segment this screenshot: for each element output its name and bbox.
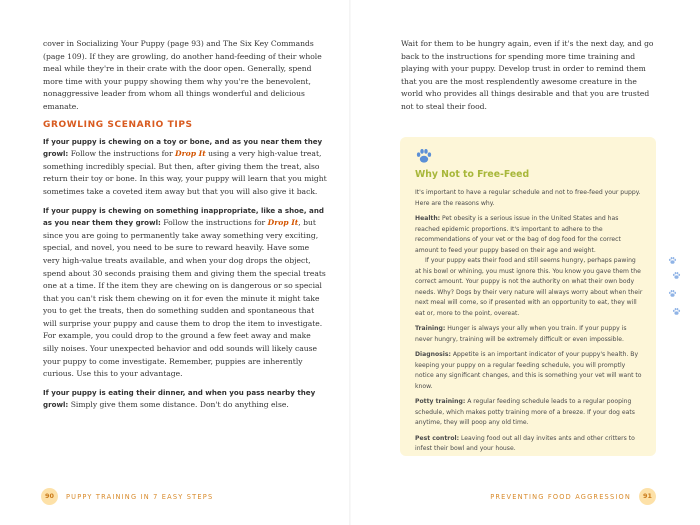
right-footer: [482, 488, 656, 505]
sidebar-item-lead: Potty training:: [415, 398, 466, 405]
left-intro-paragraph: cover in Socializing Your Puppy (page 93) and The Six Key Commands (page 109). If they are growling, do another hand-feeding of their whole meal while they're in their crate with the door open. Generally, spend more time with your puppy showing them why you're the benevolent, nonaggressive leader from whom all things wonderful and delicious emanate.: [43, 39, 322, 111]
section-heading: GROWLING SCENARIO TIPS: [43, 119, 193, 130]
sidebar-item: [415, 324, 643, 345]
sidebar-item-text: Leaving food out all day invites ants and other critters to infest their bowl and your house.: [415, 434, 635, 452]
sidebar-box: [400, 137, 656, 456]
sidebar-item: [415, 434, 643, 455]
sidebar-item-text: If your puppy eats their food and still seems hungry, perhaps pawing at his bowl or whining, you must ignore this. You know you gave them the correct amount. Your puppy is not the authority on what their own body needs. Why? Dogs by their very nature will always worry about when their next meal will come, so if presented with an opportunity to eat, they will eat or, more to the point, overeat.: [415, 257, 643, 317]
tip-text: Simply give them some distance. Don't do anything else.: [68, 400, 289, 410]
sidebar-item-lead: Pest control:: [415, 434, 460, 442]
tip-lead: If your puppy is eating their dinner, and when you pass nearby they growl:: [43, 387, 316, 410]
sidebar-title: Why Not to Free-Feed: [415, 169, 530, 180]
right-column: [401, 38, 656, 120]
sidebar-item-lead: Diagnosis:: [415, 351, 451, 358]
tip-lead: If your puppy is chewing on something inappropriate, like a shoe, and as you near them they growl:: [43, 205, 324, 228]
sidebar-item-text: Pet obesity is a serious issue in the United States and has reached epidemic proportions. It's important to adhere to the recommendations of your vet or the bag of dog food for the correct amount to feed your puppy based on their age and weight.: [415, 215, 621, 254]
cross-reference: Drop It: [175, 149, 206, 159]
sidebar-item-lead: Health:: [415, 215, 441, 222]
tip-text: Follow the instructions for: [160, 218, 268, 228]
tip-lead: If your puppy is chewing on a toy or bone, and as you near them they growl:: [43, 136, 323, 159]
running-title: PREVENTING FOOD AGGRESSION: [490, 492, 631, 501]
left-column: [43, 38, 327, 418]
sidebar-item-text: Hunger is always your ally when you train. If your puppy is never hungry, training will be extremely difficult or even impossible.: [415, 325, 627, 343]
paw-icon: [672, 271, 681, 280]
sidebar-intro: It's important to have a regular schedule and not to free-feed your puppy. Here are the reasons why.: [415, 189, 641, 207]
cross-reference: Drop It: [267, 218, 299, 228]
running-title: PUPPY TRAINING IN 7 EASY STEPS: [66, 492, 214, 501]
sidebar-item: [415, 350, 643, 392]
paw-icon: [668, 289, 677, 298]
page-number: 91: [639, 488, 656, 505]
paw-icon: [415, 147, 433, 165]
tip-text: Follow the instructions for: [68, 149, 176, 159]
paw-icon: [668, 256, 677, 265]
sidebar-item: [415, 214, 643, 256]
sidebar-item-text: Appetite is an important indicator of your puppy's health. By keeping your puppy on a regular feeding schedule, you will promptly notice any significant changes, and this is something your vet will want to know.: [415, 351, 642, 390]
tip-paragraph: [43, 136, 327, 199]
right-intro-paragraph: Wait for them to be hungry again, even if it's the next day, and go back to the instructions for spending more time training and playing with your puppy. Develop trust in order to remind them that you are the most resplendently awesome creature in the world who provides all things desirable and that you are trusted not to steal their food.: [401, 39, 654, 111]
tip-paragraph: [43, 387, 327, 412]
sidebar-item-lead: Training:: [415, 325, 446, 332]
tip-paragraph: [43, 205, 327, 381]
left-footer: [41, 488, 221, 505]
tip-text: , but since you are going to permanently take away something very exciting, special, and novel, you need to be sure to reward heavily. Have some very high-value treats available, and when your dog drops the object, spend about 30 seconds praising them and giving them the special treats one at a time. If the item they are chewing on is dangerous or so special that you can't risk them chewing on it for even the minute it might take you to get the treats, then do something sudden and spontaneous that will surprise your puppy and cause them to drop the item to investigate. For example, you could drop to the ground a few feet away and make silly noises. Your unexpected behavior and odd sounds will likely cause your puppy to come investigate. Remember, puppies are inherently curious. Use this to your advantage.: [43, 218, 326, 379]
page-number: 90: [41, 488, 58, 505]
paw-icon: [672, 307, 681, 316]
sidebar-item-text: A regular feeding schedule leads to a regular pooping schedule, which makes potty training more of a breeze. If your dog eats anytime, they will poop any old time.: [415, 398, 635, 426]
tip-text: using a very high-value treat, something incredibly special. But then, after giving them the treat, also return their toy or bone. In this way, your puppy will learn that you might sometimes take a coveted item away but that you will also give it back.: [43, 149, 327, 196]
sidebar-item: [415, 256, 643, 319]
sidebar-item: [415, 397, 643, 429]
